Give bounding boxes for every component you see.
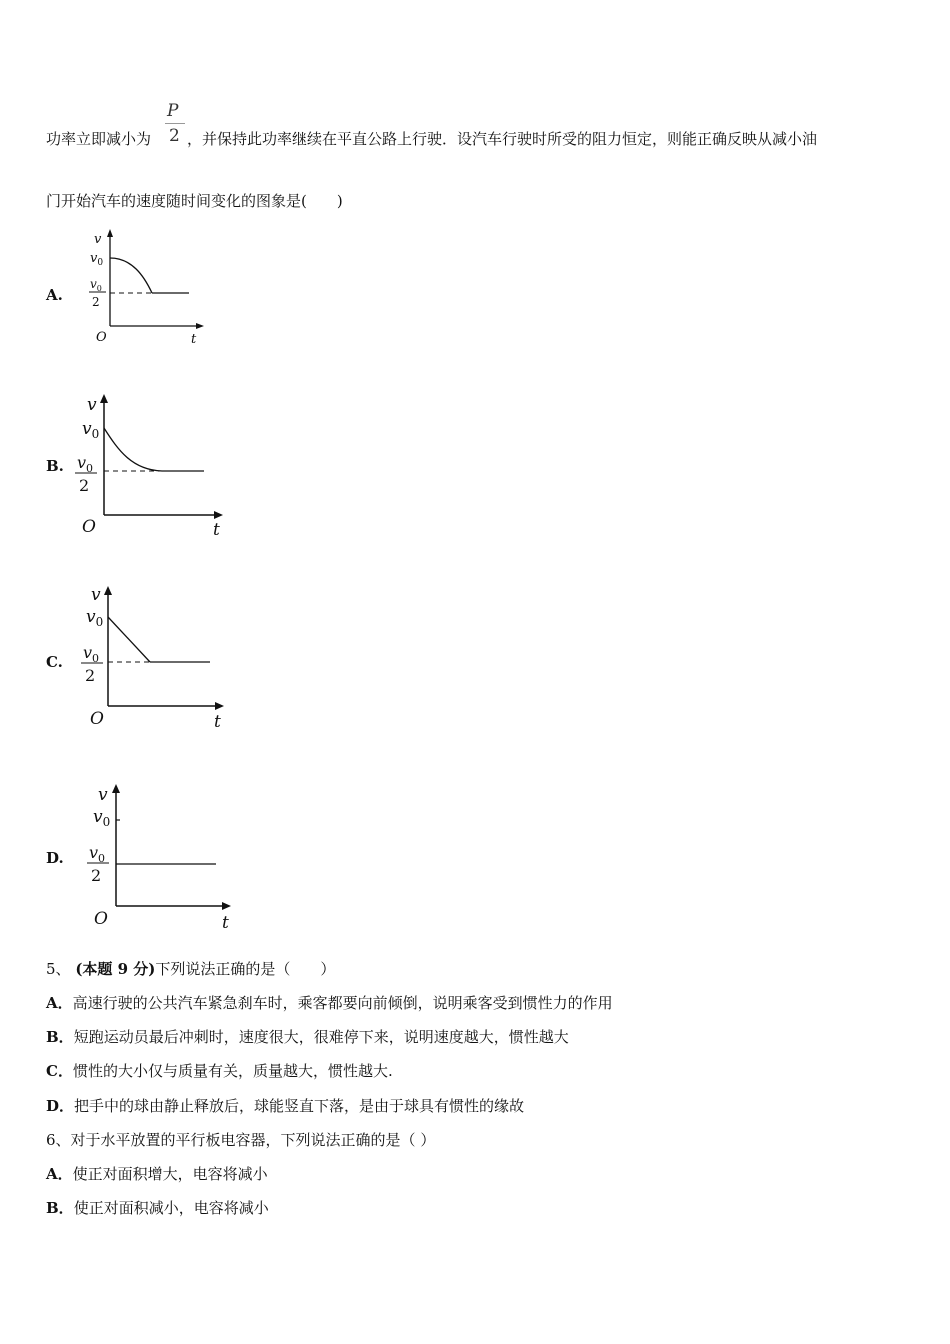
axis-t-label: t	[213, 520, 220, 540]
axis-t-label: t	[222, 913, 229, 933]
option-c-label: C.	[46, 653, 63, 671]
v0-label: $v_0$	[93, 807, 111, 829]
q5-option-b	[46, 1026, 569, 1047]
q4-line2: 门开始汽车的速度随时间变化的图象是( )	[46, 192, 343, 210]
q5-header: (本题 9 分)	[75, 960, 156, 978]
half-v0-den: 2	[92, 295, 100, 309]
q5-option-d-label: D．	[46, 1097, 75, 1115]
fraction-bar	[165, 123, 185, 124]
q4-line1-after: ，并保持此功率继续在平直公路上行驶．设汽车行驶时所受的阻力恒定，则能正确反映从减小油	[187, 130, 818, 148]
q6-option-a-label: A．	[46, 1165, 73, 1183]
x-axis-arrow	[222, 902, 231, 910]
velocity-curve	[110, 258, 152, 293]
x-axis-arrow	[214, 511, 223, 519]
y-axis-arrow	[100, 394, 108, 403]
v0-label: $v_0$	[90, 251, 104, 268]
y-axis-arrow	[104, 586, 112, 595]
x-axis-arrow	[215, 702, 224, 710]
axis-v-label: v	[87, 395, 97, 415]
option-b-graph	[70, 388, 230, 540]
half-v0-den: 2	[85, 666, 96, 685]
q5-option-b-label: B．	[46, 1028, 74, 1046]
q6-option-b-text: 使正对面积减小，电容将减小	[73, 1199, 269, 1217]
q6-number: 6、	[46, 1131, 71, 1149]
fraction-numerator: P	[167, 101, 179, 121]
option-b-label: B.	[46, 457, 64, 475]
q5-option-a-label: A．	[46, 994, 73, 1012]
q5-option-d	[46, 1095, 524, 1116]
half-v0-num: $v_0$	[90, 277, 102, 293]
axis-v-label: v	[91, 585, 101, 605]
fraction-denominator: 2	[169, 126, 180, 146]
half-v0-num: $v_0$	[83, 643, 100, 665]
v0-label: $v_0$	[86, 607, 104, 629]
q5-option-c-label: C．	[46, 1062, 73, 1080]
q6-stem-text: 对于水平放置的平行板电容器，下列说法正确的是（ ）	[70, 1131, 436, 1149]
option-d-graph	[82, 778, 242, 934]
origin-label: O	[94, 909, 108, 929]
origin-label: O	[96, 330, 107, 345]
q6-option-a	[46, 1163, 268, 1184]
half-v0-den: 2	[91, 866, 102, 885]
option-a-label: A.	[46, 286, 63, 304]
option-a-graph	[82, 226, 212, 350]
q5-stem	[46, 958, 335, 979]
y-axis-arrow	[112, 784, 120, 793]
option-c-graph	[76, 580, 236, 734]
q5-option-a-text: 高速行驶的公共汽车紧急刹车时，乘客都要向前倾倒，说明乘客受到惯性力的作用	[72, 994, 613, 1012]
x-axis-arrow	[196, 323, 204, 329]
q6-option-b-label: B．	[46, 1199, 74, 1217]
v0-label: $v_0$	[82, 419, 100, 441]
half-v0-num: $v_0$	[77, 453, 94, 475]
axis-t-label: t	[191, 332, 197, 347]
q5-option-b-text: 短跑运动员最后冲刺时，速度很大，很难停下来，说明速度越大，惯性越大	[73, 1028, 569, 1046]
half-v0-num: $v_0$	[89, 843, 106, 865]
q6-option-b	[46, 1197, 269, 1218]
q4-line1-before: 功率立即减小为	[46, 130, 152, 148]
origin-label: O	[82, 517, 96, 537]
q5-option-d-text: 把手中的球由静止释放后，球能竖直下落，是由于球具有惯性的缘故	[74, 1097, 525, 1115]
axis-v-label: v	[98, 785, 108, 805]
half-v0-den: 2	[79, 476, 90, 495]
q5-option-c-text: 惯性的大小仅与质量有关，质量越大，惯性越大.	[72, 1062, 393, 1080]
origin-label: O	[90, 709, 104, 729]
q6-option-a-text: 使正对面积增大，电容将减小	[72, 1165, 268, 1183]
velocity-decline	[108, 617, 150, 662]
q5-number: 5、	[46, 960, 71, 978]
q5-stem-text: 下列说法正确的是（ ）	[155, 960, 336, 978]
axis-t-label: t	[214, 712, 221, 732]
option-d-label: D.	[46, 849, 64, 867]
y-axis-arrow	[107, 229, 113, 237]
q5-option-c	[46, 1060, 393, 1081]
velocity-curve	[104, 428, 162, 471]
q5-option-a	[46, 992, 613, 1013]
axis-v-label: v	[94, 232, 102, 247]
q6-stem	[46, 1129, 435, 1150]
